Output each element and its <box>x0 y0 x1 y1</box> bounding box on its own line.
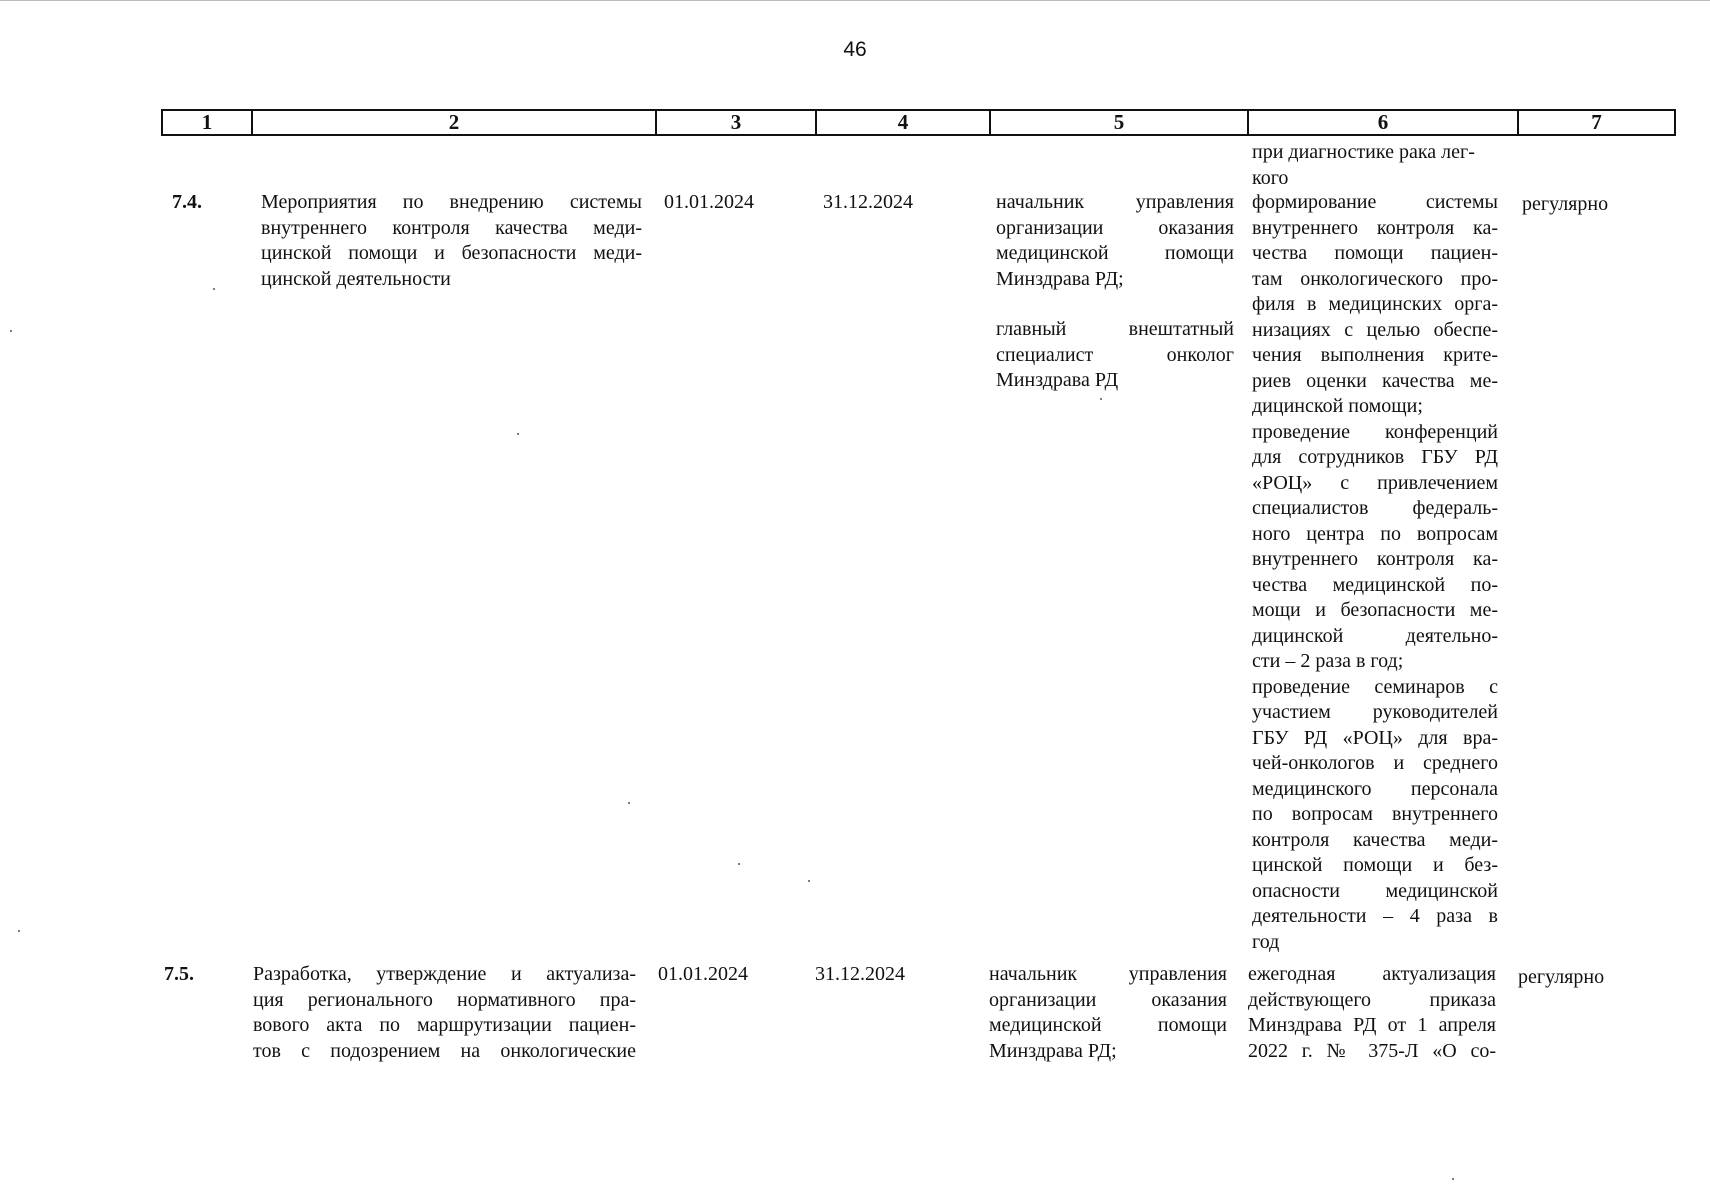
result-line: чения выполнения крите- <box>1252 344 1498 366</box>
responsible-line: медицинской помощи <box>996 242 1234 264</box>
title-line: тов с подозрением на онкологические <box>253 1039 636 1062</box>
result-line: участием руководителей <box>1252 701 1498 723</box>
responsible-line: специалист онколог <box>996 343 1234 366</box>
result-line: мощи и безопасности ме- <box>1252 599 1498 621</box>
result-line: контроля качества меди- <box>1252 828 1498 851</box>
result-line: формирование системы <box>1252 191 1498 213</box>
header-col-1: 1 <box>163 111 253 134</box>
responsible-line: главный внештатный <box>996 318 1234 340</box>
result-line: 2022 г. № 375-Л «О со- <box>1248 1039 1496 1062</box>
scan-speck <box>628 802 630 804</box>
result-line: сти – 2 раза в год; <box>1252 650 1404 672</box>
scan-speck <box>808 880 810 882</box>
carryover-line: кого <box>1252 166 1289 189</box>
result-line: чества медицинской по- <box>1252 573 1498 596</box>
result-line: ного центра по вопросам <box>1252 522 1498 545</box>
row-7-5-end-date: 31.12.2024 <box>815 963 905 985</box>
page-number: 46 <box>843 38 867 61</box>
header-col-5: 5 <box>991 111 1249 134</box>
result-line: Минздрава РД от 1 апреля <box>1248 1014 1496 1036</box>
title-line: цинской деятельности <box>261 267 451 290</box>
responsible-line: Минздрава РД; <box>989 1039 1117 1062</box>
result-line: филя в медицинских орга- <box>1252 293 1498 315</box>
title-line: цинской помощи и безопасности меди- <box>261 242 642 264</box>
result-line: год <box>1252 930 1280 953</box>
row-7-4-title <box>261 190 642 292</box>
title-line: внутреннего контроля качества меди- <box>261 216 642 239</box>
result-line: проведение семинаров с <box>1252 675 1498 698</box>
result-line: дицинской деятельно- <box>1252 624 1498 647</box>
header-col-6: 6 <box>1249 111 1519 134</box>
result-line: цинской помощи и без- <box>1252 854 1498 876</box>
result-line: внутреннего контроля ка- <box>1252 216 1498 239</box>
result-line: ГБУ РД «РОЦ» для вра- <box>1252 726 1498 749</box>
spacer <box>996 292 1234 317</box>
title-line: вового акта по маршрутизации пациен- <box>253 1014 636 1036</box>
row-number-7-4: 7.4. <box>172 191 202 213</box>
result-line: действующего приказа <box>1248 988 1496 1011</box>
scan-speck <box>213 288 215 290</box>
title-line: Мероприятия по внедрению системы <box>261 191 642 213</box>
result-line: для сотрудников ГБУ РД <box>1252 446 1498 468</box>
row-7-5-title <box>253 962 636 1064</box>
result-line: медицинского персонала <box>1252 777 1498 800</box>
row-7-4-start-date: 01.01.2024 <box>664 191 754 213</box>
scan-speck <box>10 330 12 332</box>
table-header-row <box>161 109 1676 136</box>
row-7-4-periodicity: регулярно <box>1522 193 1609 215</box>
result-line: опасности медицинской <box>1252 879 1498 902</box>
header-col-3: 3 <box>657 111 817 134</box>
scan-speck <box>517 433 519 435</box>
header-col-4: 4 <box>817 111 991 134</box>
responsible-line: Минздрава РД <box>996 369 1119 391</box>
responsible-line: медицинской помощи <box>989 1014 1227 1036</box>
result-line: «РОЦ» с привлечением <box>1252 471 1498 494</box>
scan-speck <box>18 930 20 932</box>
result-line: проведение конференций <box>1252 420 1498 443</box>
responsible-line: организации оказания <box>996 216 1234 239</box>
result-line: по вопросам внутреннего <box>1252 803 1498 825</box>
title-line: ция регионального нормативного пра- <box>253 988 636 1011</box>
scan-speck <box>1100 398 1102 400</box>
top-edge-line <box>0 0 1710 1</box>
responsible-line: начальник управления <box>989 963 1227 985</box>
result-line: там онкологического про- <box>1252 267 1498 290</box>
header-col-7: 7 <box>1591 110 1602 134</box>
result-line: внутреннего контроля ка- <box>1252 548 1498 570</box>
result-line: чей-онкологов и среднего <box>1252 752 1498 774</box>
title-line: Разработка, утверждение и актуализа- <box>253 963 636 985</box>
result-line: специалистов федераль- <box>1252 497 1498 519</box>
carryover-text <box>1252 140 1502 191</box>
responsible-line: начальник управления <box>996 191 1234 213</box>
scan-speck <box>738 863 740 865</box>
result-line: деятельности – 4 раза в <box>1252 905 1498 927</box>
result-line: чества помощи пациен- <box>1252 242 1498 264</box>
responsible-line: Минздрава РД; <box>996 267 1124 290</box>
result-line: дицинской помощи; <box>1252 395 1423 417</box>
header-col-2: 2 <box>253 111 657 134</box>
row-7-4-result <box>1252 190 1498 955</box>
scan-speck <box>1452 1178 1454 1180</box>
carryover-line: при диагностике рака лег- <box>1252 141 1475 163</box>
responsible-line: организации оказания <box>989 988 1227 1011</box>
row-7-4-responsible <box>996 190 1234 394</box>
row-7-5-periodicity: регулярно <box>1518 966 1605 988</box>
row-7-5-start-date: 01.01.2024 <box>658 963 748 985</box>
row-7-4-end-date: 31.12.2024 <box>823 191 913 213</box>
row-number-7-5: 7.5. <box>164 963 194 985</box>
result-line: низациях с целью обеспе- <box>1252 318 1498 341</box>
row-7-5-result <box>1248 962 1496 1064</box>
result-line: ежегодная актуализация <box>1248 963 1496 985</box>
row-7-5-responsible <box>989 962 1227 1064</box>
result-line: риев оценки качества ме- <box>1252 369 1498 392</box>
